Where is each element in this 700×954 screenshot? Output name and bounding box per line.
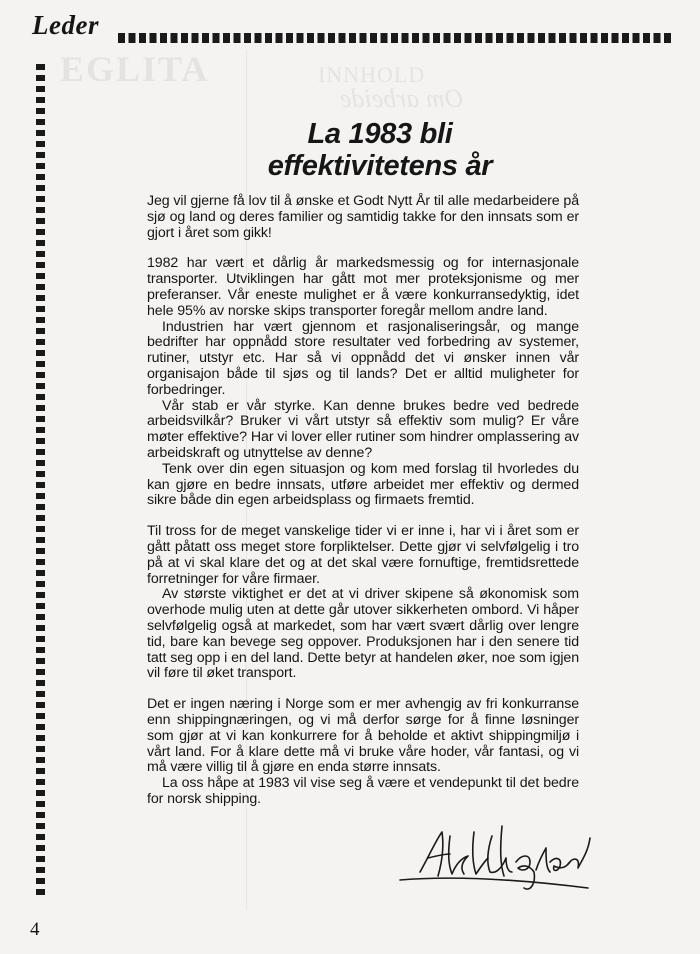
show-through-contents: INNHOLD: [318, 62, 426, 87]
article-body: [147, 194, 579, 808]
paragraph: Industrien har vært gjennom et rasjonaliseringsår, og mange bedrifter har oppnådd store resultater ved forbedring av systemer, rutiner, utstyr etc. Har så vi oppnådd det vi ønsker innen vår organisajon både til sjøs og til lands? Det er alltid muligheter for forbedringer.: [147, 318, 579, 398]
paragraph: Av største viktighet er det at vi driver skipene så økonomisk som overhode mulig uten at dette går utover sikkerheten ombord. Vi håper selvfølgelig også at markedet, som har vært svært dårlig over lengre tid, bare kan bevege seg oppover. Produksjonen har i den senere tid tatt seg opp i en del land. Dette betyr at handelen øker, noe som igjen vil føre til øket transport.: [147, 586, 579, 682]
paragraph: Tenk over din egen situasjon og kom med forslag til hvorledes du kan gjøre en bedre innsats, utføre arbeidet mer effektiv og dermed sikre både din egen arbeidsplass og firmaets fremtid.: [147, 460, 579, 509]
paragraph: La oss håpe at 1983 vil vise seg å være et vendepunkt til det bedre for norsk shipping.: [147, 775, 579, 807]
section-title: Leder: [32, 10, 99, 40]
show-through-heading: Om arbeide: [340, 84, 464, 113]
paragraph: Vår stab er vår styrke. Kan denne brukes bedre ved bedrede arbeidsvilkår? Bruker vi vårt utstyr så effektiv som mulig? Er våre møter effektive? Har vi lover eller rutiner som hindrer omplassering av arbeidskraft og utnyttelse av denne?: [147, 397, 579, 461]
page-number: 4: [30, 919, 40, 940]
paragraph: Jeg vil gjerne få lov til å ønske et Godt Nytt År til alle medarbeidere på sjø og land og deres familier og samtidig takke for den innsats som er gjort i året som gikk!: [147, 193, 579, 241]
header-square-rule: [118, 33, 674, 43]
headline-line-2: effektivitetens år: [267, 150, 493, 182]
side-square-rule: [36, 64, 45, 896]
handwritten-signature: [398, 818, 594, 896]
paragraph: 1982 har vært et dårlig år markedsmessig og for internasjonale transporter. Utviklingen har gått mot mer proteksjonisme og mer preferanser. Vår eneste mulighet er å være konkurransedyktig, idet hele 95% av norske skips transporter foregår mellom andre land.: [147, 255, 579, 319]
paragraph: Det er ingen næring i Norge som er mer avhengig av fri konkurranse enn shippingnæringen, og vi må derfor sørge for å finne løsninger som gjør at vi kan konkurrere for å beholde et aktivt shippingmiljø i vårt land. For å klare dette må vi bruke våre hoder, vår fantasi, og vi må være villig til å gjøre en enda større innsats.: [147, 696, 579, 776]
headline-line-1: La 1983 bli: [307, 118, 453, 150]
headline: [190, 118, 570, 182]
show-through-masthead: EGLITA: [60, 49, 210, 89]
paragraph: Til tross for de meget vanskelige tider vi er inne i, har vi i året som er gått påtatt oss meget store forpliktelser. Dette gjør vi selvfølgelig i tro på at vi skal klare det og at det skal være fornuftige, fremtidsrettede forretninger for våre firmaer.: [147, 523, 579, 587]
